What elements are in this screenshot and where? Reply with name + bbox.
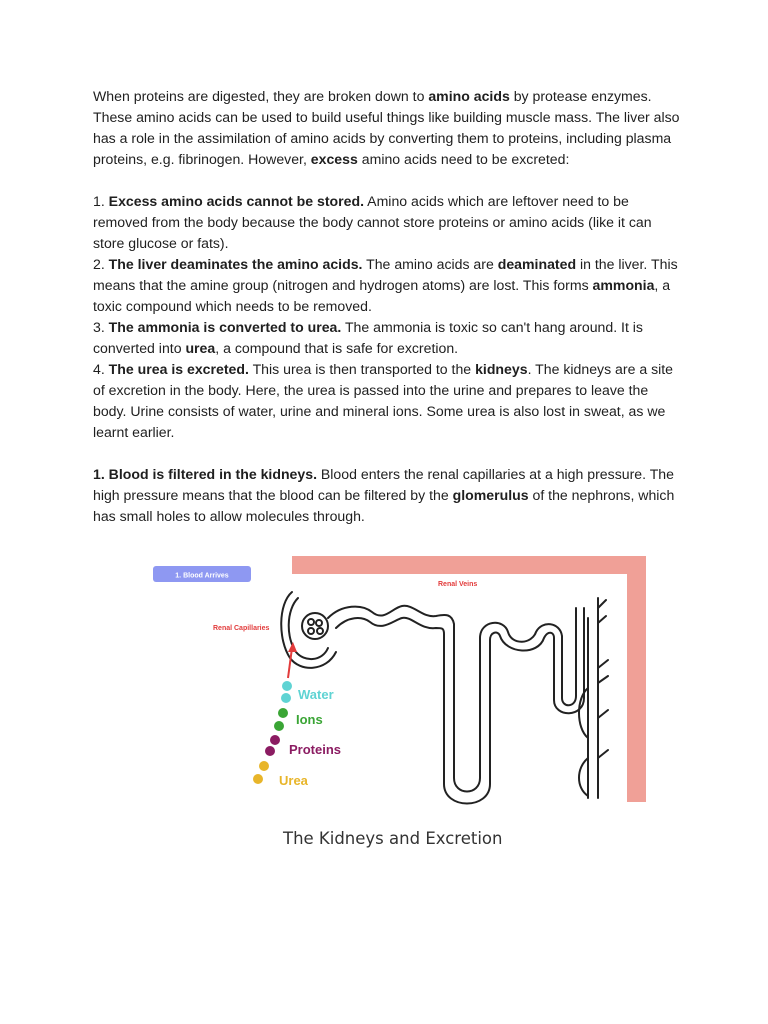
- step-heading: 1. Blood is filtered in the kidneys.: [93, 466, 317, 482]
- proteins-dot: [270, 735, 280, 745]
- bold-term: glomerulus: [452, 487, 529, 503]
- renal-veins-label: Renal Veins: [438, 581, 478, 588]
- proteins-dot: [265, 746, 275, 756]
- step-3: [93, 317, 683, 359]
- step-1: [93, 191, 683, 254]
- ions-dot: [274, 721, 284, 731]
- text: amino acids need to be excreted:: [357, 151, 570, 167]
- text: The ammonia is toxic so can't hang around. It is converted into: [93, 319, 643, 356]
- legend-ions: Ions: [296, 712, 323, 727]
- text: of the nephrons, which has small holes to allow molecules through.: [93, 487, 675, 524]
- intro-paragraph: [93, 86, 683, 170]
- urea-dot: [259, 761, 269, 771]
- figure-caption: The Kidneys and Excretion: [283, 829, 503, 848]
- text: Amino acids which are leftover need to be removed from the body because the body cannot store proteins or amino acids (like it can store glucose or fats).: [93, 193, 652, 251]
- water-dot: [281, 693, 291, 703]
- filter-paragraph: [93, 464, 683, 527]
- step-4: [93, 359, 683, 443]
- bold-term: excess: [310, 151, 358, 167]
- step-number: 1.: [93, 193, 109, 209]
- renal-capillaries-label: Renal Capillaries: [213, 625, 270, 632]
- text: , a toxic compound which needs to be removed.: [93, 277, 671, 314]
- legend-water: Water: [298, 687, 334, 702]
- bold-term: urea: [185, 340, 216, 356]
- step-number: 3.: [93, 319, 109, 335]
- renal-vein: [292, 556, 646, 802]
- text: by protease enzymes. These amino acids can be used to build useful things like building muscle mass. The liver also has a role in the assimilation of amino acids by converting them to proteins, including plasma proteins, e.g. fibrinogen. However,: [93, 88, 680, 167]
- text: When proteins are digested, they are broken down to: [93, 88, 429, 104]
- kidney-diagram: [140, 548, 660, 858]
- ions-dot: [278, 708, 288, 718]
- water-dot: [282, 681, 292, 691]
- document-body: [93, 86, 683, 527]
- legend-urea: Urea: [279, 773, 308, 788]
- step-heading: The ammonia is converted to urea.: [108, 319, 342, 335]
- step-2: [93, 254, 683, 317]
- step-number: 4.: [93, 361, 109, 377]
- bold-term: ammonia: [592, 277, 655, 293]
- step-heading: The urea is excreted.: [108, 361, 249, 377]
- bold-term: deaminated: [497, 256, 577, 272]
- text: , a compound that is safe for excretion.: [215, 340, 459, 356]
- text: Blood enters the renal capillaries at a high pressure. The high pressure means that the blood can be filtered by the: [93, 466, 674, 503]
- text: . The kidneys are a site of excretion in the body. Here, the urea is passed into the urine and prepares to leave the body. Urine consists of water, urine and mineral ions. Some urea is also lost in sweat, as we learnt earlier.: [93, 361, 674, 440]
- step-heading: Excess amino acids cannot be stored.: [108, 193, 365, 209]
- step-number: 2.: [93, 256, 109, 272]
- kidney-diagram-svg: [140, 548, 660, 818]
- text: This urea is then transported to the: [248, 361, 476, 377]
- bold-term: kidneys: [475, 361, 528, 377]
- urea-dot: [253, 774, 263, 784]
- legend-proteins: Proteins: [289, 742, 342, 757]
- bold-term: amino acids: [428, 88, 510, 104]
- text: in the liver. This means that the amine group (nitrogen and hydrogen atoms) are lost. This forms: [93, 256, 678, 293]
- text: The amino acids are: [362, 256, 498, 272]
- step-heading: The liver deaminates the amino acids.: [108, 256, 363, 272]
- blood-arrives-label: 1. Blood Arrives: [175, 572, 229, 580]
